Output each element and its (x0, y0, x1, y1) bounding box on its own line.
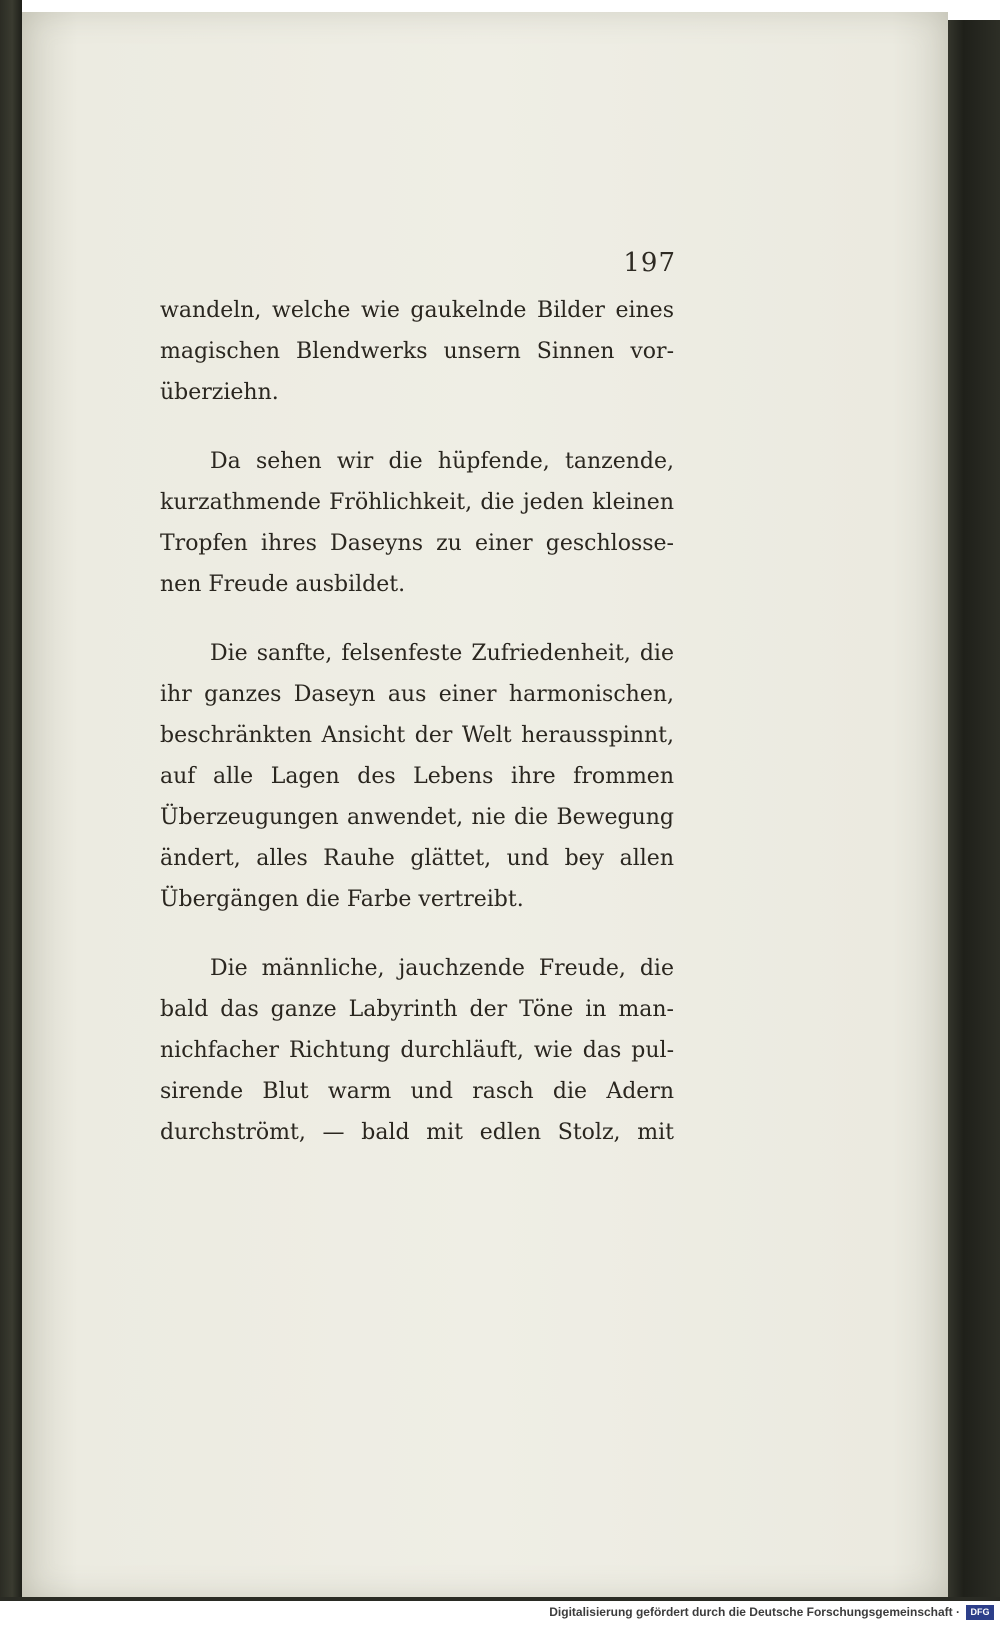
text-line: kurzathmende Fröhlichkeit, die jeden kleinen (160, 490, 674, 515)
text-line: überziehn. (160, 380, 279, 405)
dfg-logo-icon: DFG (966, 1605, 994, 1620)
text-line: ändert, alles Rauhe glättet, und bey allen (160, 846, 674, 871)
text-line: beschränkten Ansicht der Welt herausspinnt, (160, 723, 674, 748)
text-line: Die männliche, jauchzende Freude, die (210, 956, 674, 981)
paragraph (160, 633, 674, 920)
footer-bar (0, 1601, 1000, 1626)
text-line: nichfacher Richtung durchläuft, wie das pul- (160, 1038, 674, 1063)
text-line: auf alle Lagen des Lebens ihre frommen (160, 764, 674, 789)
text-line: Die sanfte, felsenfeste Zufriedenheit, die (210, 641, 674, 666)
page-number: 197 (623, 248, 676, 278)
text-line: sirende Blut warm und rasch die Adern (160, 1079, 674, 1104)
text-line: Tropfen ihres Daseyns zu einer geschlosse- (160, 531, 674, 556)
text-line: wandeln, welche wie gaukelnde Bilder eines (160, 298, 674, 323)
text-line: ihr ganzes Daseyn aus einer harmonischen, (160, 682, 674, 707)
paragraph (160, 441, 674, 605)
text-line: durchströmt, — bald mit edlen Stolz, mit (160, 1120, 674, 1145)
text-line: nen Freude ausbildet. (160, 572, 406, 597)
text-line: Da sehen wir die hüpfende, tanzende, (210, 449, 674, 474)
body-text (160, 290, 674, 1181)
paragraph (160, 290, 674, 413)
book-spine-edge (0, 0, 22, 1600)
book-right-edge (948, 20, 1000, 1600)
text-line: Überzeugungen anwendet, nie die Bewegung (160, 805, 674, 830)
text-line: magischen Blendwerks unsern Sinnen vor- (160, 339, 674, 364)
text-line: Übergängen die Farbe vertreibt. (160, 887, 524, 912)
funding-credit: Digitalisierung gefördert durch die Deutsche Forschungsgemeinschaft · (549, 1605, 960, 1619)
text-line: bald das ganze Labyrinth der Töne in man- (160, 997, 674, 1022)
paragraph (160, 948, 674, 1153)
